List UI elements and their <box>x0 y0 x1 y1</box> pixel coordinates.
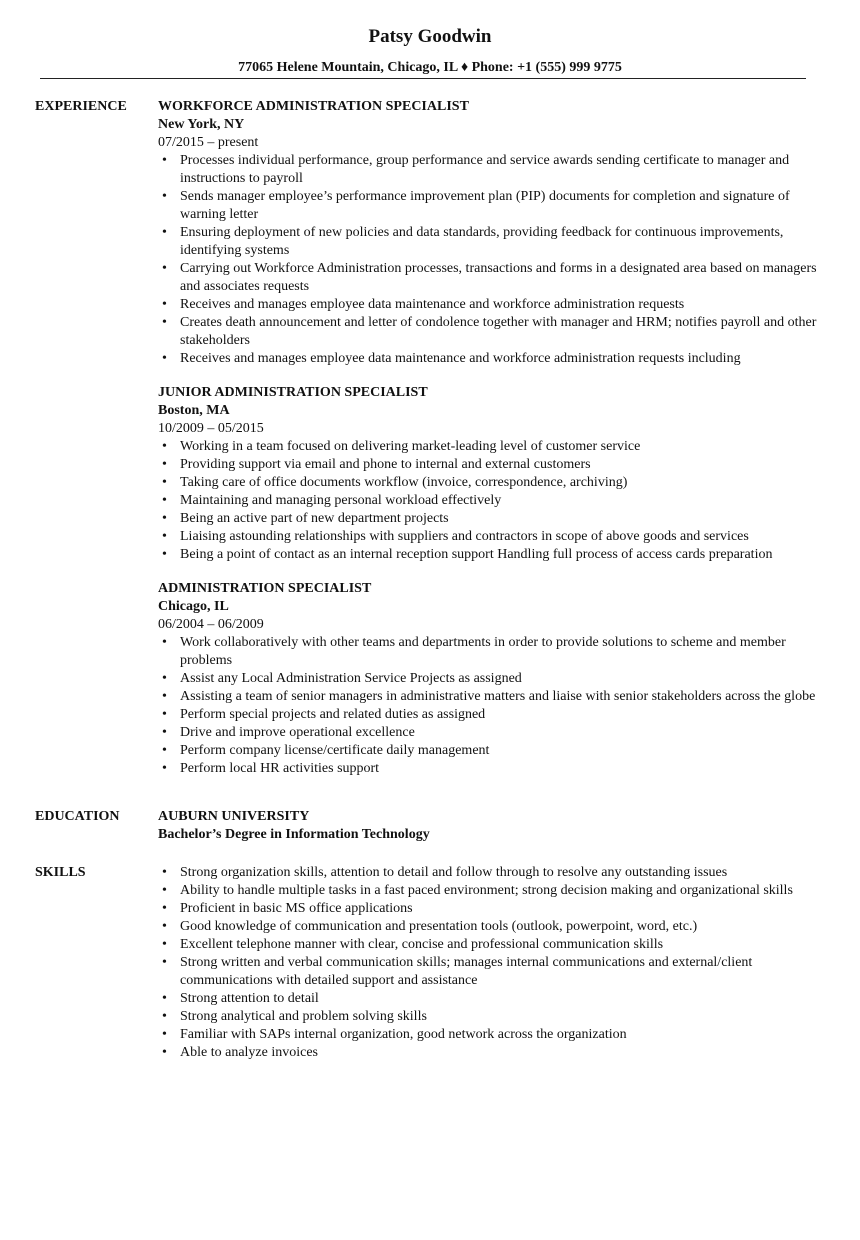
list-item: • Strong organization skills, attention to detail and follow through to resolve any outstanding issues <box>158 864 825 882</box>
list-item: • Liaising astounding relationships with suppliers and contractors in scope of above goods and services <box>158 528 825 546</box>
list-item: • Receives and manages employee data maintenance and workforce administration requests <box>158 296 825 314</box>
list-item: • Assist any Local Administration Service Projects as assigned <box>158 670 825 688</box>
list-item: • Creates death announcement and letter of condolence together with manager and HRM; notifies payroll and other stakeholders <box>158 314 825 350</box>
list-item: • Assisting a team of senior managers in administrative matters and liaise with senior stakeholders across the globe <box>158 688 825 706</box>
list-item: • Receives and manages employee data maintenance and workforce administration requests including <box>158 350 825 368</box>
school-name: AUBURN UNIVERSITY <box>158 809 310 824</box>
contact-line: 77065 Helene Mountain, Chicago, IL ♦ Phone: +1 (555) 999 9775 <box>238 60 622 75</box>
education-body <box>158 808 825 844</box>
job-location: New York, NY <box>158 117 245 132</box>
list-item: • Drive and improve operational excellence <box>158 724 825 742</box>
list-item: • Processes individual performance, group performance and service awards sending certificate to manager and instructions to payroll <box>158 152 825 188</box>
job-dates: 07/2015 – present <box>158 135 259 150</box>
list-item: • Perform company license/certificate daily management <box>158 742 825 760</box>
list-item: • Sends manager employee’s performance improvement plan (PIP) documents for completion and signature of warning letter <box>158 188 825 224</box>
list-item: • Strong analytical and problem solving skills <box>158 1008 825 1026</box>
list-item: • Perform special projects and related duties as assigned <box>158 706 825 724</box>
job-entry <box>158 98 825 368</box>
candidate-name: Patsy Goodwin <box>368 26 492 47</box>
job-duties-list <box>158 438 825 564</box>
job-location: Boston, MA <box>158 403 230 418</box>
list-item: • Ensuring deployment of new policies and data standards, providing feedback for continuous improvements, identifying systems <box>158 224 825 260</box>
resume-content <box>35 98 825 1062</box>
list-item: • Able to analyze invoices <box>158 1044 825 1062</box>
list-item: • Working in a team focused on delivering market-leading level of customer service <box>158 438 825 456</box>
list-item: • Perform local HR activities support <box>158 760 825 778</box>
skills-section <box>35 864 825 1062</box>
list-item: • Strong written and verbal communication skills; manages internal communications and external/client communications with detailed support and assistance <box>158 954 825 990</box>
job-dates: 06/2004 – 06/2009 <box>158 617 264 632</box>
job-title: WORKFORCE ADMINISTRATION SPECIALIST <box>158 99 469 114</box>
job-title: ADMINISTRATION SPECIALIST <box>158 581 372 596</box>
job-entry <box>158 384 825 564</box>
list-item: • Excellent telephone manner with clear, concise and professional communication skills <box>158 936 825 954</box>
job-location: Chicago, IL <box>158 599 229 614</box>
skills-list <box>158 864 825 1062</box>
header-divider <box>40 78 806 79</box>
list-item: • Good knowledge of communication and presentation tools (outlook, powerpoint, word, etc.) <box>158 918 825 936</box>
job-entry <box>158 580 825 778</box>
experience-label: EXPERIENCE <box>35 99 127 114</box>
education-section <box>35 808 825 844</box>
job-duties-list <box>158 152 825 368</box>
job-dates: 10/2009 – 05/2015 <box>158 421 264 436</box>
experience-body <box>158 98 825 794</box>
job-duties-list <box>158 634 825 778</box>
list-item: • Carrying out Workforce Administration processes, transactions and forms in a designated area based on managers and associates requests <box>158 260 825 296</box>
list-item: • Ability to handle multiple tasks in a fast paced environment; strong decision making and organizational skills <box>158 882 825 900</box>
list-item: • Proficient in basic MS office applications <box>158 900 825 918</box>
education-label: EDUCATION <box>35 809 120 824</box>
list-item: • Taking care of office documents workflow (invoice, correspondence, archiving) <box>158 474 825 492</box>
list-item: • Being an active part of new department projects <box>158 510 825 528</box>
degree: Bachelor’s Degree in Information Technology <box>158 827 430 842</box>
skills-body <box>158 864 825 1062</box>
list-item: • Providing support via email and phone to internal and external customers <box>158 456 825 474</box>
list-item: • Work collaboratively with other teams and departments in order to provide solutions to scheme and member problems <box>158 634 825 670</box>
list-item: • Being a point of contact as an internal reception support Handling full process of access cards preparation <box>158 546 825 564</box>
job-title: JUNIOR ADMINISTRATION SPECIALIST <box>158 385 428 400</box>
skills-label: SKILLS <box>35 865 86 880</box>
list-item: • Maintaining and managing personal workload effectively <box>158 492 825 510</box>
list-item: • Familiar with SAPs internal organization, good network across the organization <box>158 1026 825 1044</box>
experience-section <box>35 98 825 794</box>
list-item: • Strong attention to detail <box>158 990 825 1008</box>
